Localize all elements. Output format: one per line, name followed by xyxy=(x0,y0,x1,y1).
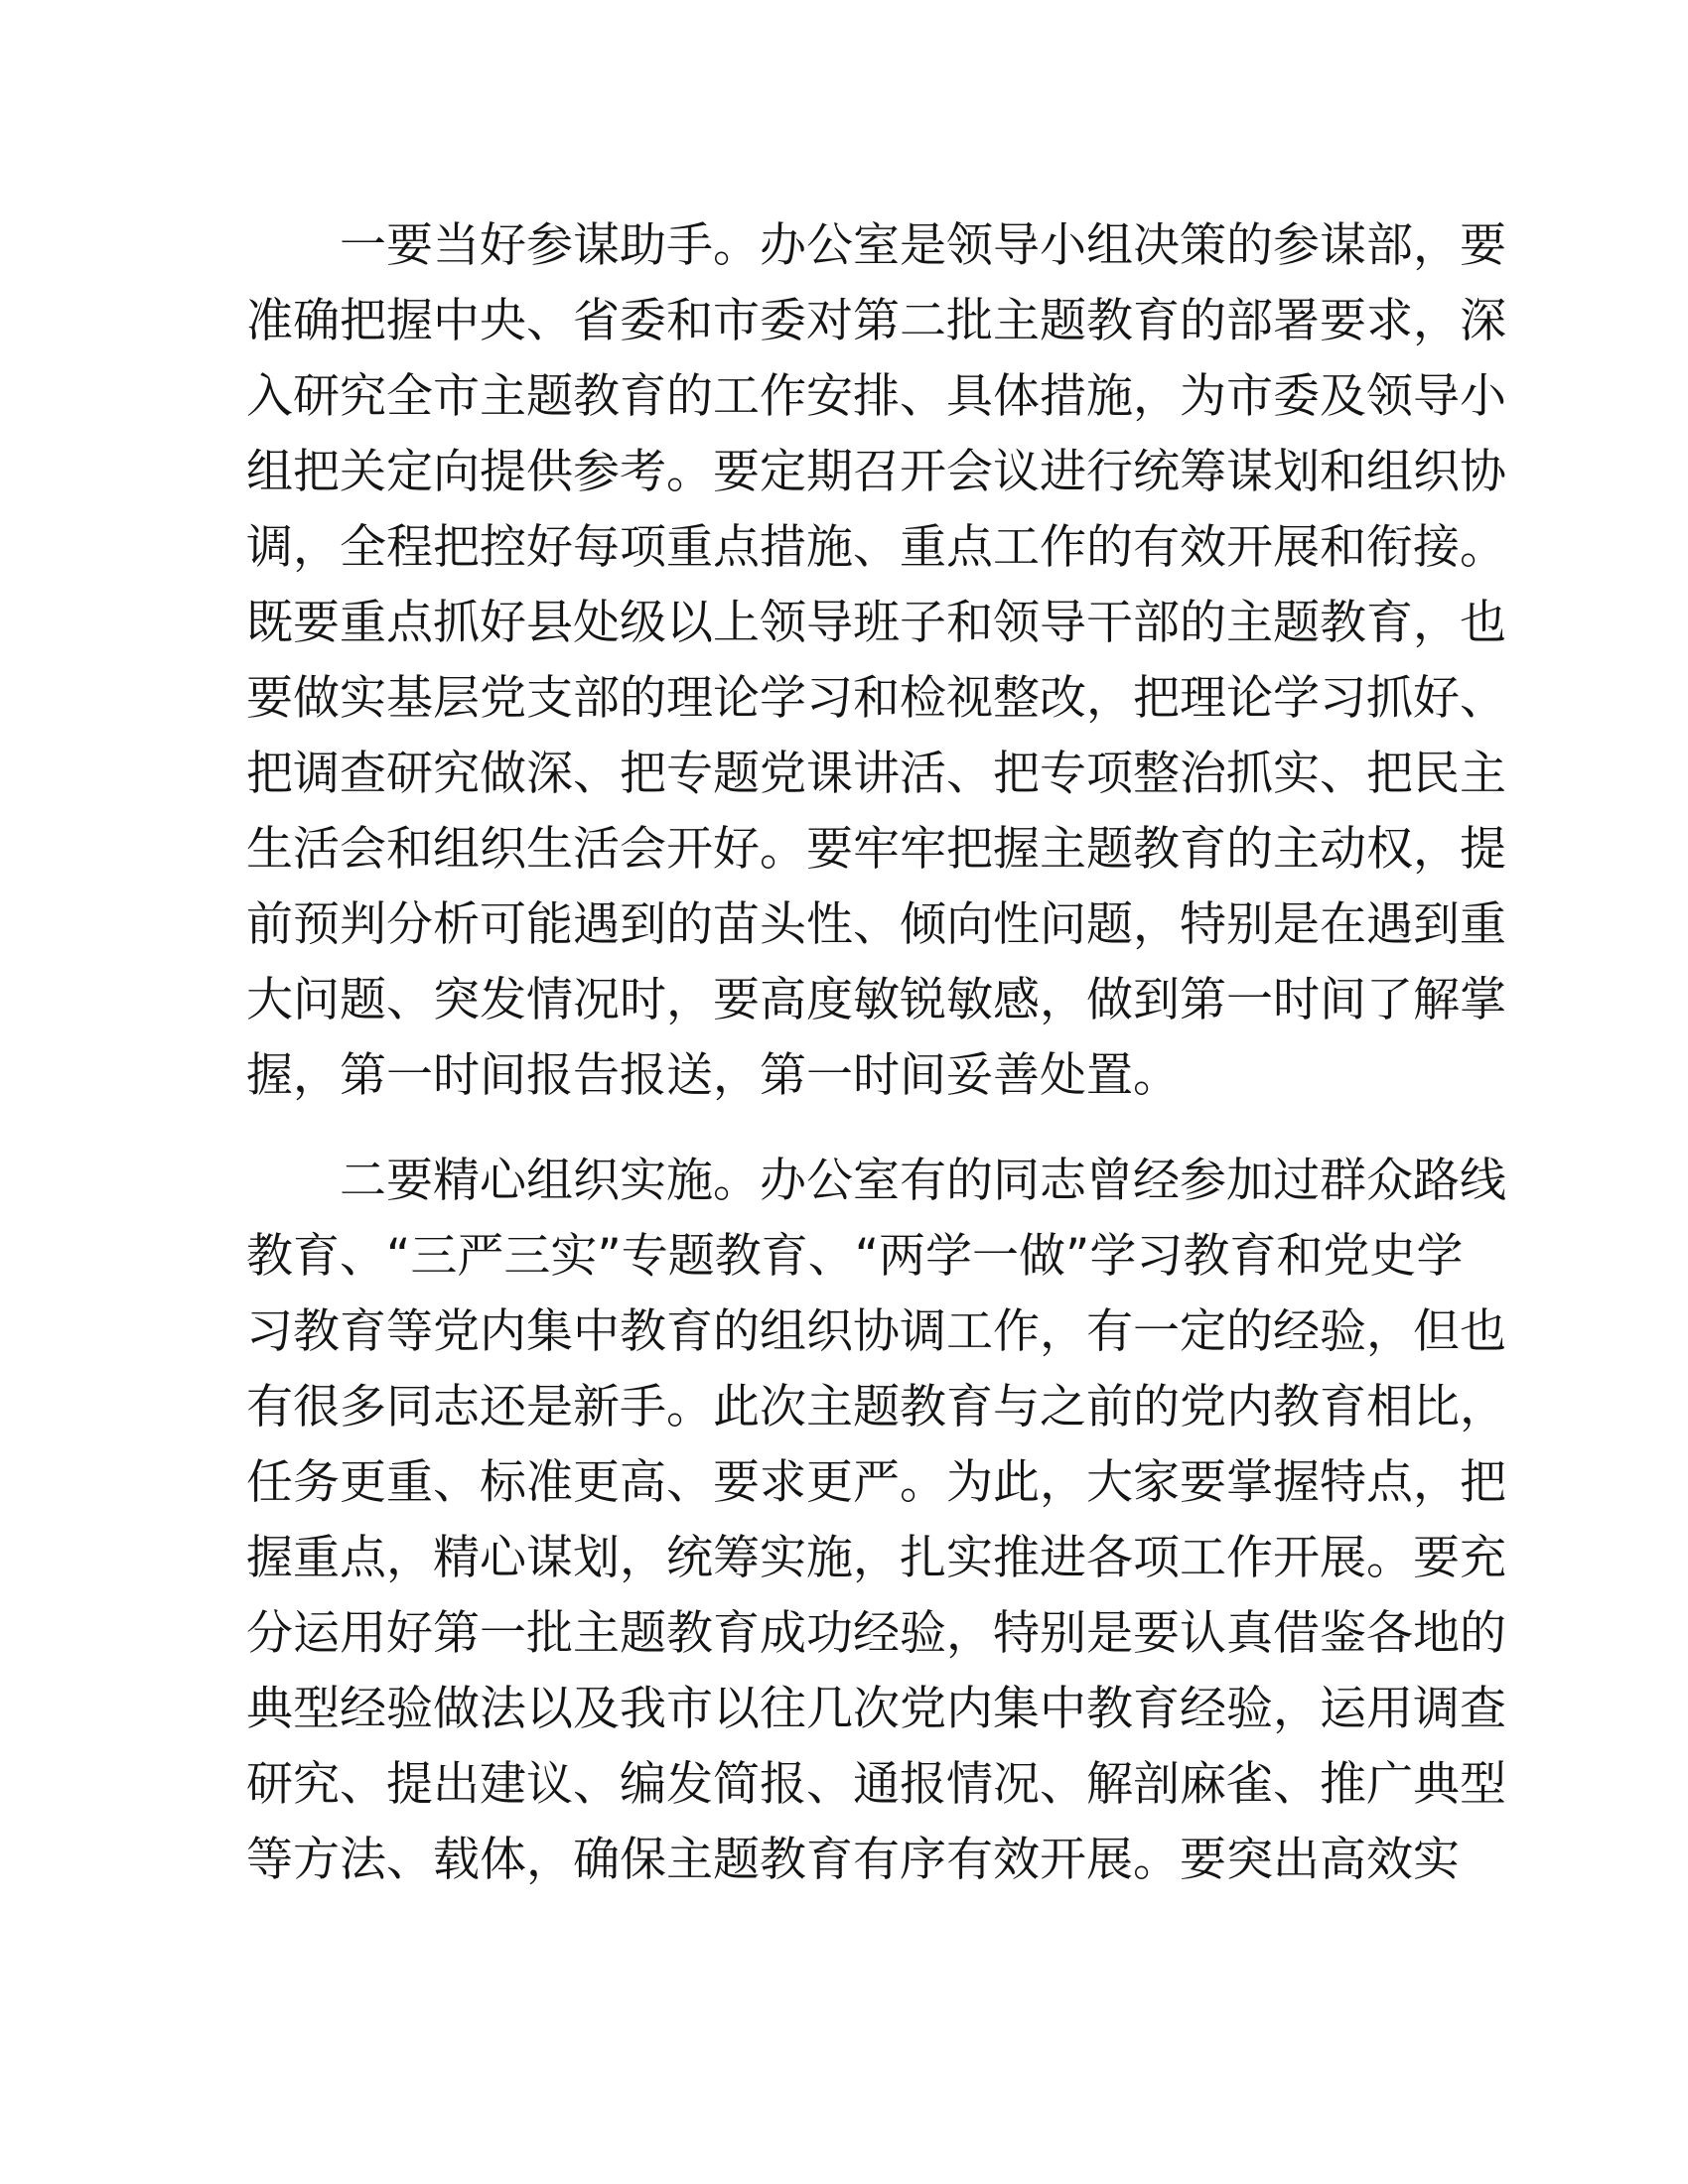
paragraph-1-line-3: 入研究全市主题教育的工作安排、具体措施，为市委及领导小 xyxy=(246,369,1506,424)
paragraph-1-line-2: 准确把握中央、省委和市委对第二批主题教育的部署要求，深 xyxy=(246,294,1506,348)
paragraph-1-line-4: 组把关定向提供参考。要定期召开会议进行统筹谋划和组织协 xyxy=(246,445,1506,499)
paragraph-2-line-9: 研究、提出建议、编发简报、通报情况、解剖麻雀、推广典型 xyxy=(246,1757,1506,1812)
paragraph-2 xyxy=(246,1144,1506,1898)
paragraph-1-line-9: 生活会和组织生活会开好。要牢牢把握主题教育的主动权，提 xyxy=(246,822,1506,877)
paragraph-1-line-12: 握，第一时间报告报送，第一时间妥善处置。 xyxy=(246,1048,1180,1103)
paragraph-1 xyxy=(246,208,1506,1114)
paragraph-2-line-6: 握重点，精心谋划，统筹实施，扎实推进各项工作开展。要充 xyxy=(246,1531,1506,1585)
paragraph-2-line-1: 二要精心组织实施。办公室有的同志曾经参加过群众路线 xyxy=(246,1154,1506,1208)
paragraph-1-line-8: 把调查研究做深、把专题党课讲活、把专项整治抓实、把民主 xyxy=(246,747,1506,801)
paragraph-2-line-2: 教育、“三严三实”专题教育、“两学一做”学习教育和党史学 xyxy=(246,1229,1464,1284)
paragraph-2-line-3: 习教育等党内集中教育的组织协调工作，有一定的经验，但也 xyxy=(246,1304,1506,1359)
paragraph-2-line-4: 有很多同志还是新手。此次主题教育与之前的党内教育相比， xyxy=(246,1380,1506,1434)
paragraph-1-line-5: 调，全程把控好每项重点措施、重点工作的有效开展和衔接。 xyxy=(246,520,1506,575)
paragraph-2-line-7: 分运用好第一批主题教育成功经验，特别是要认真借鉴各地的 xyxy=(246,1606,1506,1661)
paragraph-2-line-10: 等方法、载体，确保主题教育有序有效开展。要突出高效实 xyxy=(246,1833,1460,1887)
paragraph-1-line-11: 大问题、突发情况时，要高度敏锐敏感，做到第一时间了解掌 xyxy=(246,973,1506,1027)
paragraph-2-line-8: 典型经验做法以及我市以往几次党内集中教育经验，运用调查 xyxy=(246,1682,1506,1736)
paragraph-2-line-5: 任务更重、标准更高、要求更严。为此，大家要掌握特点，把 xyxy=(246,1455,1506,1510)
paragraph-1-line-1: 一要当好参谋助手。办公室是领导小组决策的参谋部，要 xyxy=(246,218,1506,273)
paragraph-1-line-7: 要做实基层党支部的理论学习和检视整改，把理论学习抓好、 xyxy=(246,671,1506,726)
paragraph-1-line-10: 前预判分析可能遇到的苗头性、倾向性问题，特别是在遇到重 xyxy=(246,897,1506,952)
paragraph-1-line-6: 既要重点抓好县处级以上领导班子和领导干部的主题教育，也 xyxy=(246,596,1506,650)
